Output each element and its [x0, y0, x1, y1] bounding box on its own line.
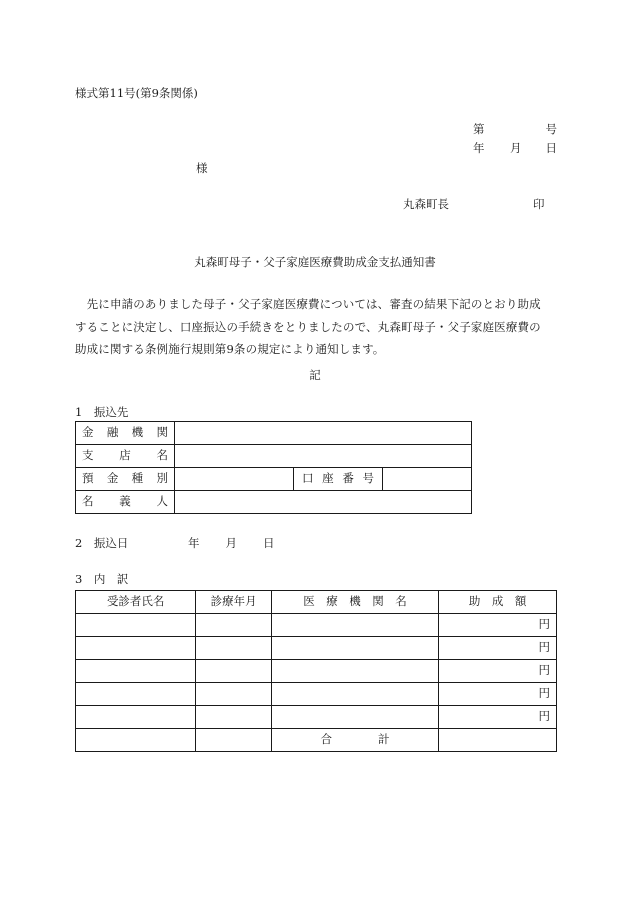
date-month: 月 — [510, 141, 522, 155]
col-patient-name: 受診者氏名 — [76, 591, 196, 614]
recipient-honorific: 様 — [196, 161, 208, 175]
section3-heading: 3 内 訳 — [75, 572, 129, 586]
form-number: 様式第11号(第9条関係) — [75, 86, 198, 100]
doc-no-suffix: 号 — [545, 122, 557, 136]
issuer-name: 丸森町長 — [403, 197, 449, 211]
yen-unit: 円 — [439, 706, 557, 729]
breakdown-table — [75, 590, 557, 752]
transfer-month: 月 — [225, 536, 237, 550]
label-holder: 名義人 — [76, 491, 175, 514]
label-deposit-type: 預金種別 — [76, 468, 175, 491]
holder-value — [175, 491, 472, 514]
body-line: 助成に関する条例施行規則第9条の規定により通知します。 — [75, 342, 385, 356]
date-day: 日 — [545, 141, 557, 155]
table-row — [76, 660, 557, 683]
table-header-row — [76, 591, 557, 614]
table-row — [76, 637, 557, 660]
transfer-day: 日 — [263, 536, 275, 550]
table-row — [76, 683, 557, 706]
label-bank: 金融機関 — [76, 422, 175, 445]
yen-unit: 円 — [439, 614, 557, 637]
table-row — [76, 706, 557, 729]
section1-heading: 1 振込先 — [75, 405, 129, 419]
transfer-year: 年 — [188, 536, 200, 550]
yen-unit: 円 — [439, 660, 557, 683]
total-label: 合 計 — [271, 729, 438, 752]
transfer-date — [188, 538, 275, 550]
yen-unit: 円 — [439, 637, 557, 660]
seal-mark: 印 — [533, 197, 545, 211]
body-line: 先に申請のありました母子・父子家庭医療費については、審査の結果下記のとおり助成 — [75, 297, 541, 311]
label-account-number: 口座番号 — [294, 468, 383, 491]
label-branch: 支店名 — [76, 445, 175, 468]
table-row — [76, 491, 472, 514]
account-number-value — [383, 468, 472, 491]
table-row — [76, 422, 472, 445]
ki-heading: 記 — [309, 368, 321, 382]
doc-no-prefix: 第 — [473, 122, 485, 136]
col-treatment-month: 診療年月 — [196, 591, 271, 614]
body-line: することに決定し、口座振込の手続きをとりましたので、丸森町母子・父子家庭医療費の — [75, 319, 541, 334]
branch-value — [175, 445, 472, 468]
bank-value — [175, 422, 472, 445]
table-row — [76, 614, 557, 637]
deposit-type-value — [175, 468, 294, 491]
body-paragraph — [75, 293, 557, 361]
col-institution: 医 療 機 関 名 — [271, 591, 438, 614]
table-row — [76, 445, 472, 468]
total-row — [76, 729, 557, 752]
table-row — [76, 468, 472, 491]
yen-unit: 円 — [439, 683, 557, 706]
date-year: 年 — [473, 141, 485, 155]
document-title: 丸森町母子・父子家庭医療費助成金支払通知書 — [194, 255, 436, 269]
section2-heading: 2 振込日 — [75, 536, 129, 550]
col-amount: 助 成 額 — [439, 591, 557, 614]
total-value — [439, 729, 557, 752]
transfer-destination-table — [75, 421, 472, 514]
